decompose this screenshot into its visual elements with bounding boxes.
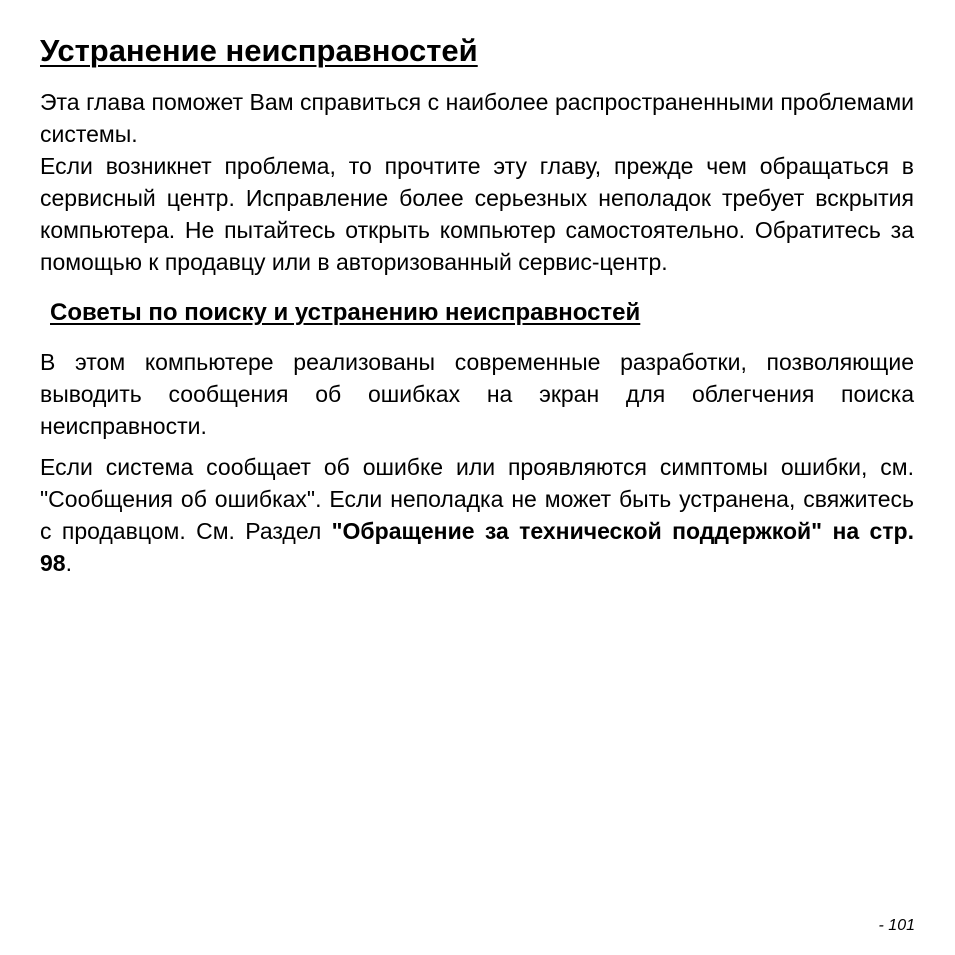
- document-page: [40, 30, 914, 579]
- section-paragraph-2-text: Если система сообщает об ошибке или проявляются симптомы ошибки, см. "Сообщения об ошибках". Если неполадка не может быть устранена, свяжитесь с продавцом. См. Раздел: [40, 454, 914, 544]
- intro-paragraph-1: Эта глава поможет Вам справиться с наиболее распространенными проблемами системы.: [40, 89, 914, 147]
- section-paragraph-2-end: .: [65, 550, 72, 576]
- section-title: Советы по поиску и устранению неисправностей: [50, 299, 641, 326]
- support-reference-link[interactable]: "Обращение за технической поддержкой" на стр. 98: [40, 518, 914, 576]
- page-title: Устранение неисправностей: [40, 33, 478, 68]
- intro-block: [40, 86, 914, 278]
- section-paragraph-2: [40, 451, 914, 579]
- section-paragraph-1: В этом компьютере реализованы современные разработки, позволяющие выводить сообщения об ошибках на экран для облегчения поиска неисправности.: [40, 349, 914, 439]
- intro-paragraph-2: Если возникнет проблема, то прочтите эту главу, прежде чем обращаться в сервисный центр. Исправление более серьезных неполадок требует вскрытия компьютера. Не пытайтесь открыть компьютер самостоятельно. Обратитесь за помощью к продавцу или в авторизованный сервис-центр.: [40, 153, 914, 275]
- page-number: - 101: [878, 917, 915, 934]
